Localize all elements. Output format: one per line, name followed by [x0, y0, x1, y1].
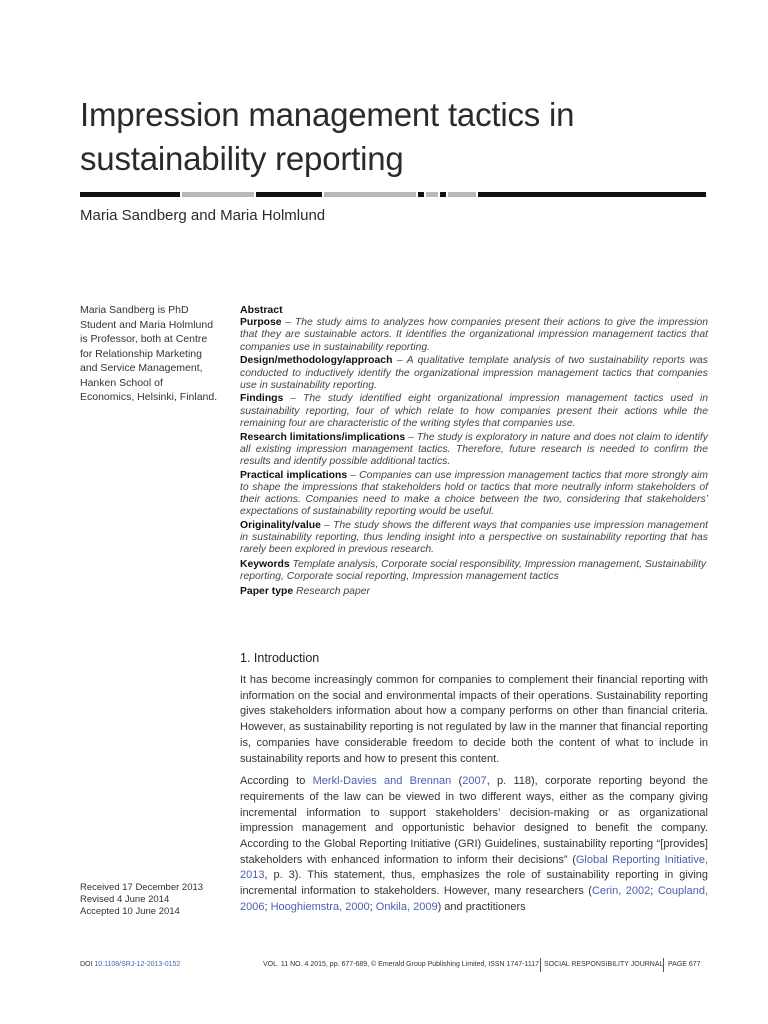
rule-segment — [182, 192, 254, 197]
citation-link[interactable]: Hooghiemstra, 2000 — [270, 900, 370, 913]
abstract-label: Research limitations/implications — [240, 431, 406, 443]
body-text-run: , p. 118), corporate reporting beyond the requirements of the law can be viewed in two different ways, either as the company giving incremental information to support stakeholders’ decision-making or as organizational impression management and opportunistic behavior designed to benefit the company. According to the Global Reporting Initiative (GRI) Guidelines, sustainability reporting “[provides] stakeholders with enhanced information to inform their decisions” ( — [240, 775, 709, 866]
accepted-date: Accepted 10 June 2014 — [80, 906, 180, 917]
keywords-text: Template analysis, Corporate social responsibility, Impression management, Sustainability reporting, Corporate social reporting, Impression management tactics — [240, 558, 707, 582]
abstract-limitations — [240, 432, 708, 469]
volume-info: VOL. 11 NO. 4 2015, pp. 677-689, © Emerald Group Publishing Limited, ISSN 1747-1117 — [263, 961, 539, 968]
abstract-label: Originality/value — [240, 519, 321, 531]
rule-segment — [80, 192, 180, 197]
page-number: PAGE 677 — [668, 961, 701, 968]
abstract-purpose — [240, 317, 708, 354]
rule-segment — [426, 192, 438, 197]
paper-type-text: Research paper — [293, 585, 370, 597]
journal-name: SOCIAL RESPONSIBILITY JOURNAL — [544, 961, 664, 968]
received-date: Received 17 December 2013 — [80, 882, 204, 893]
citation-link[interactable]: 2007 — [462, 775, 487, 788]
abstract-text: – Companies can use impression management tactics that more strongly aim to shape the impressions that stakeholders hold or tactics that more neutrally inform stakeholders of their actions. Companies need to make a choice between the two, considering that stakeholders’ expectations of sustainability reporting would be useful. — [240, 469, 708, 518]
rule-segment — [418, 192, 424, 197]
page-footer — [80, 958, 708, 972]
keywords-label: Keywords — [240, 558, 290, 570]
received-dates — [80, 882, 203, 918]
citation-link[interactable]: Merkl-Davies and Brennan — [312, 775, 452, 788]
body-paragraph — [240, 774, 708, 915]
abstract-originality — [240, 520, 708, 557]
body-text-run: According to — [240, 775, 313, 788]
abstract-text: – A qualitative template analysis of two sustainability reports was conducted to inductively identify the organizational impression management tactics that companies use in sustainability reporting. — [240, 355, 708, 391]
abstract-label: Purpose — [240, 317, 282, 329]
body-text-run: ; — [650, 885, 658, 898]
doi-link[interactable]: 10.1108/SRJ-12-2013-0152 — [94, 961, 181, 968]
citation-link[interactable]: Onkila, 2009 — [375, 900, 438, 913]
title-rule — [80, 192, 706, 197]
abstract-practical — [240, 470, 708, 519]
body-text — [240, 673, 708, 923]
section-heading: 1. Introduction — [240, 651, 320, 665]
footer-divider — [663, 958, 664, 972]
rule-segment — [324, 192, 416, 197]
author-bio: Maria Sandberg is PhD Student and Maria Holmlund is Professor, both at Centre for Relationship Marketing and Service Management, Hanken School of Economics, Helsinki, Finland. — [80, 304, 218, 403]
body-paragraph: It has become increasingly common for companies to complement their financial reporting with information on the social and environmental impacts of their operations. Sustainability reporting gives stakeholders information about how a company performs on other than financial criteria. However, as sustainability reporting is not regulated by law in the manner that financial reporting is, companies have considerable freedom to decide both the content of what to include in sustainability reports and how to present this content. — [240, 674, 708, 765]
body-text-run: ; — [264, 900, 271, 913]
paper-title: Impression management tactics in sustainability reporting — [80, 96, 575, 177]
rule-segment — [256, 192, 322, 197]
rule-segment — [440, 192, 446, 197]
doi-label: DOI — [80, 961, 95, 968]
abstract-heading: Abstract — [240, 304, 283, 316]
body-text-run: , p. 3). This statement, thus, emphasizes the role of sustainability reporting in giving incremental information to stakeholders. However, many researchers ( — [240, 869, 708, 898]
citation-link[interactable]: Coupland, 2006 — [240, 885, 708, 913]
abstract-keywords — [240, 559, 708, 583]
citation-link[interactable]: Cerin, 2002 — [591, 885, 651, 898]
footer-divider — [540, 958, 541, 972]
body-text-run: ( — [451, 775, 463, 788]
abstract-text: – The study identified eight organizational impression management tactics used in sustainability reporting, four of which relate to how companies present their actions while the remaining four are characteristic of the writing styles that companies use. — [240, 393, 708, 429]
rule-segment — [478, 192, 706, 197]
abstract — [240, 304, 708, 600]
paper-type-label: Paper type — [240, 585, 294, 597]
authors: Maria Sandberg and Maria Holmlund — [80, 207, 326, 224]
body-text-run: ; — [369, 900, 376, 913]
abstract-findings — [240, 393, 708, 430]
rule-segment — [448, 192, 476, 197]
abstract-label: Design/methodology/approach — [240, 355, 393, 367]
revised-date: Revised 4 June 2014 — [80, 894, 170, 905]
abstract-label: Findings — [240, 393, 284, 405]
abstract-text: – The study shows the different ways that companies use impression management in sustainability reporting, thus lending insight into a perspective on sustainability reporting that has rarely been explored in previous research. — [240, 519, 708, 556]
abstract-text: – The study is exploratory in nature and does not claim to identify all existing impression management tactics. Therefore, future research is needed to confirm the results and identify possible additional tactics. — [240, 431, 708, 467]
abstract-paper-type — [240, 586, 708, 598]
abstract-label: Practical implications — [240, 469, 348, 481]
citation-link[interactable]: Global Reporting Initiative, 2013 — [240, 853, 708, 882]
doi — [80, 961, 180, 968]
body-text-run: ) and practitioners — [437, 900, 526, 913]
abstract-text: – The study aims to analyzes how companies present their actions to give the impression that they are sustainable actors. It identifies the organizational impression management tactics that companies use in sustainability reporting. — [240, 317, 708, 353]
abstract-design — [240, 355, 708, 392]
